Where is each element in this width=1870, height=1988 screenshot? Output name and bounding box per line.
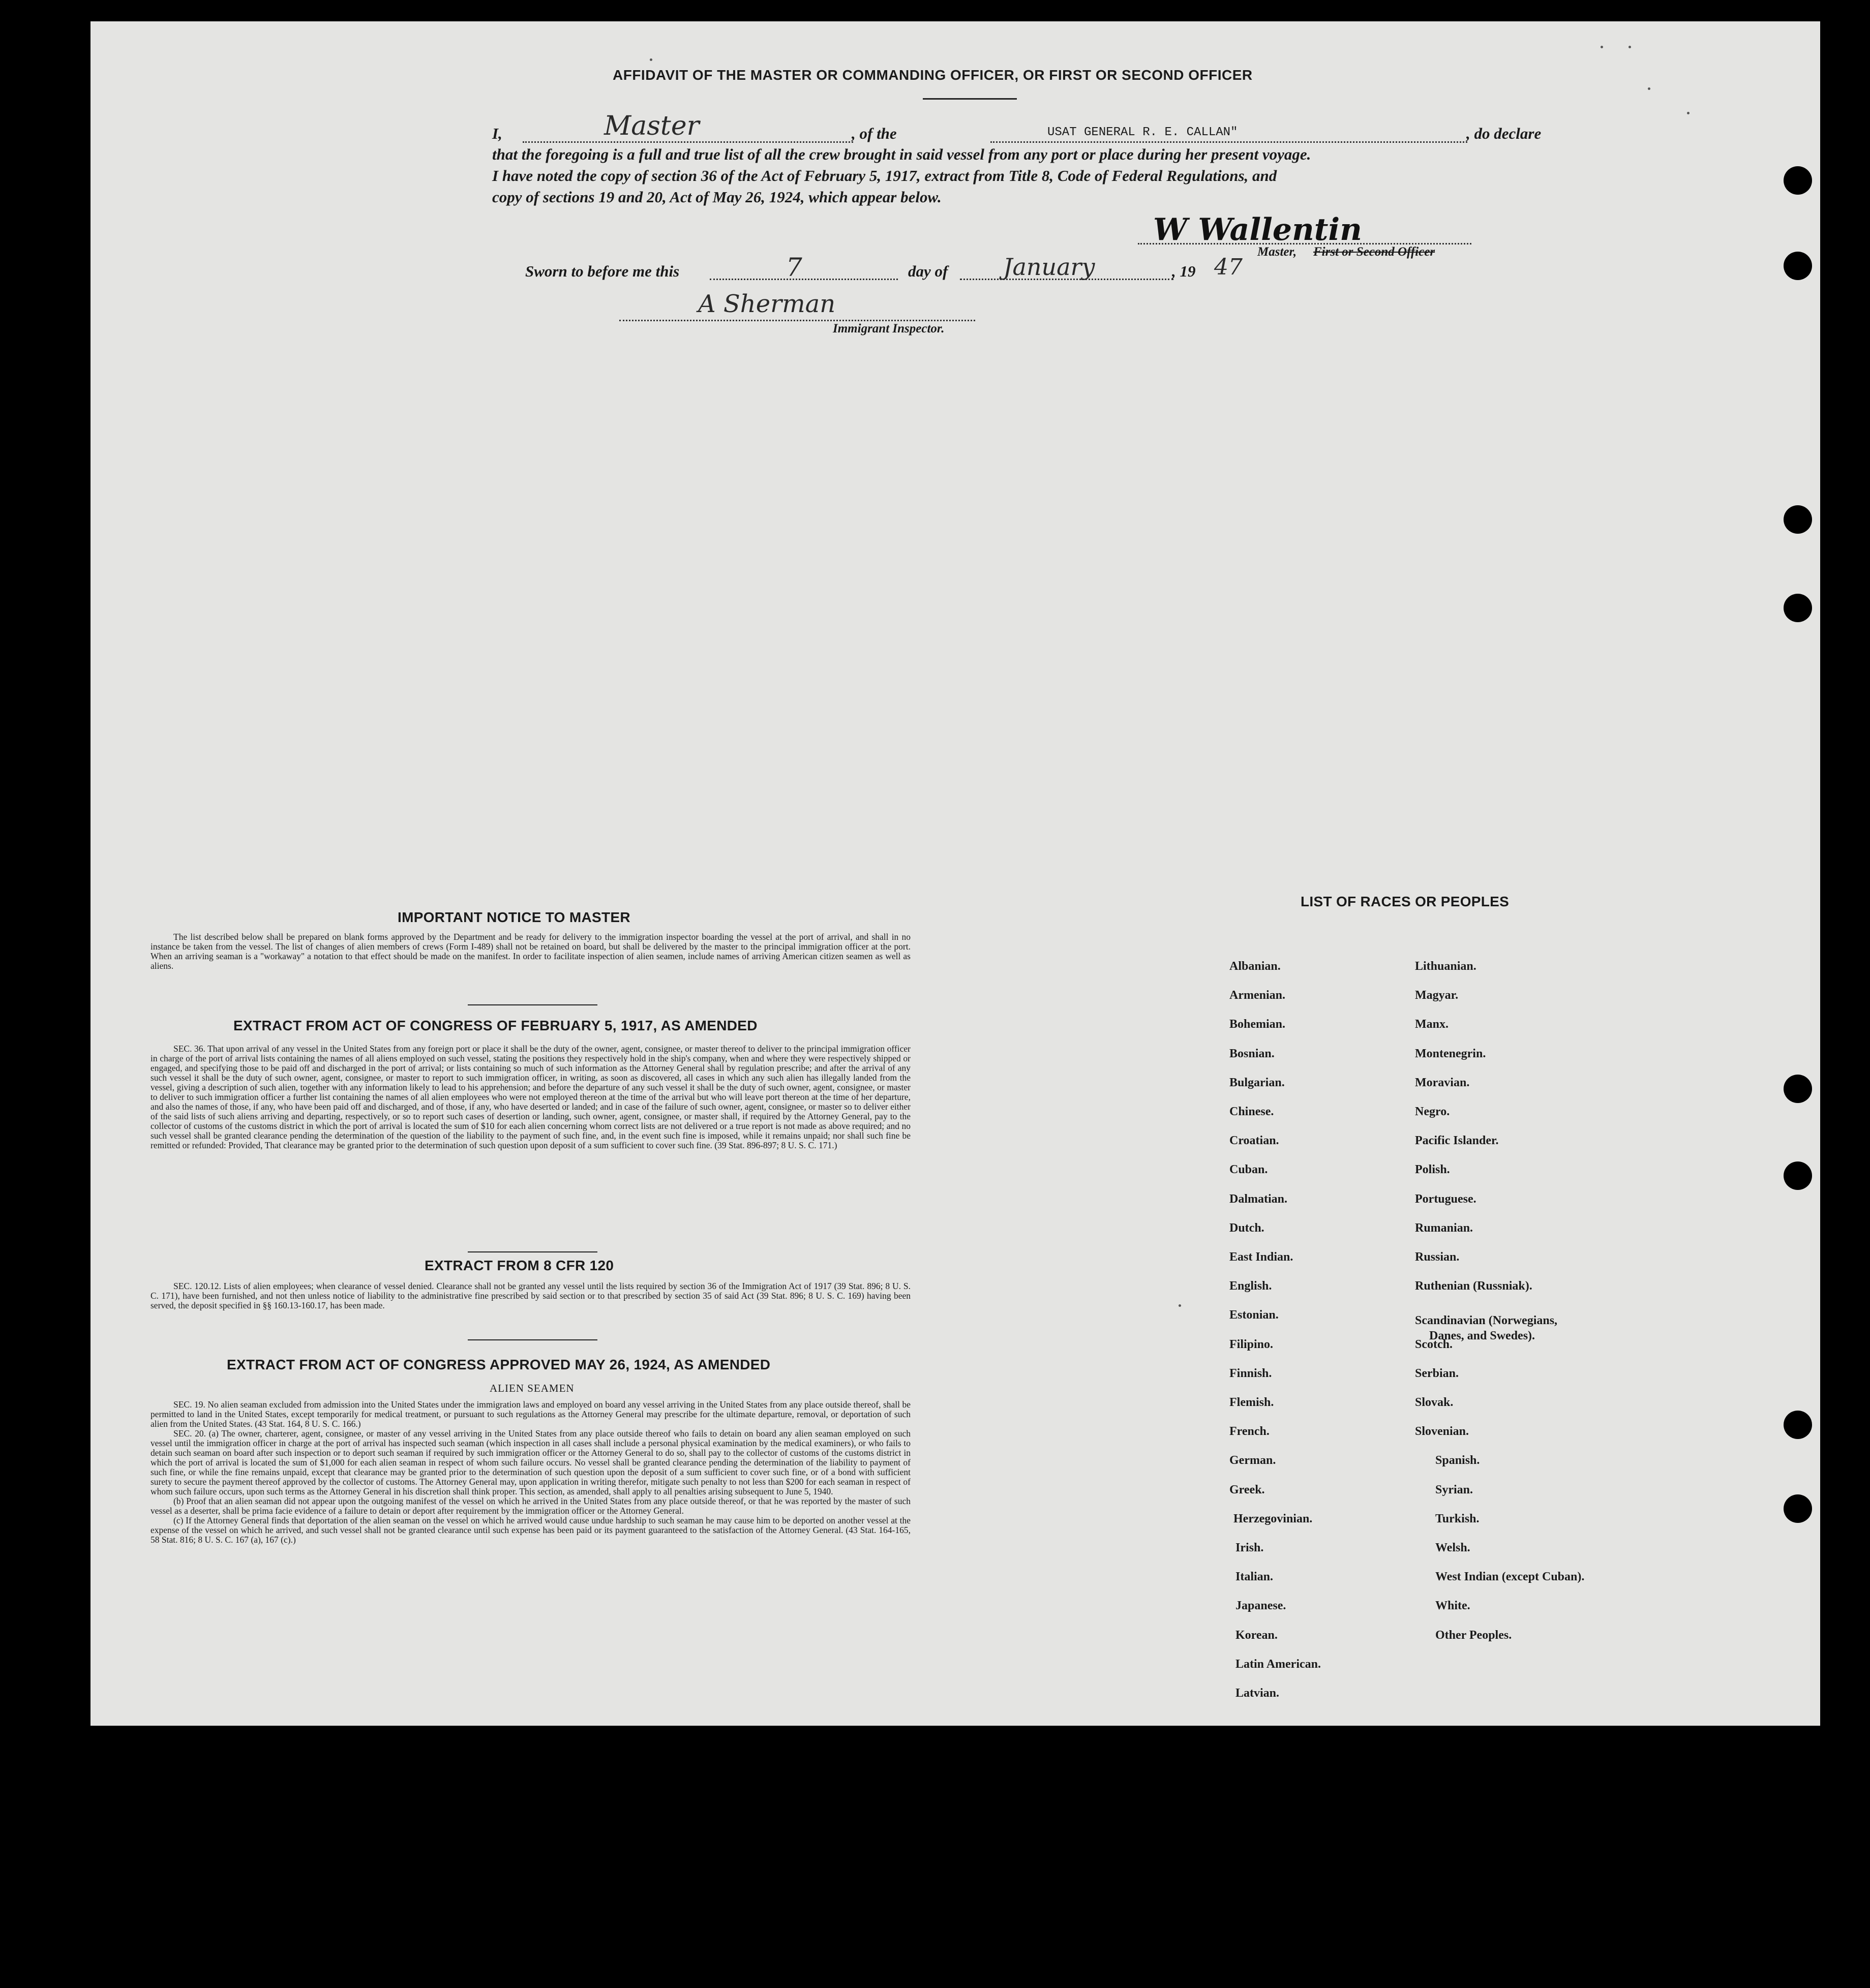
- race-item-right: Pacific Islander.: [1415, 1134, 1499, 1148]
- punch-hole: [1784, 1075, 1812, 1103]
- day-line: [710, 279, 898, 280]
- title-rule: [923, 98, 1017, 100]
- race-item-left: Latvian.: [1235, 1687, 1280, 1700]
- sec-20c-paragraph: (c) If the Attorney General finds that deportation of the alien seaman on the vessel on which he arrived would cause undue hardship to such seaman he may cause him to be deported on another vessel at the expense of the vessel on which he arrived, and such vessel shall not be granted clearance until such expense has been paid or its payment guaranteed to the satisfaction of the Attorney General. (43 Stat. 164-165, 58 Stat. 816; 8 U. S. C. 167 (a), 167 (c).): [150, 1515, 911, 1545]
- affidavit-line-3: I have noted the copy of section 36 of the Act of February 5, 1917, extract from Title 8, Code of Federal Regulations, and: [492, 167, 1277, 185]
- race-item-right: Spanish.: [1435, 1454, 1480, 1467]
- cfr-body: SEC. 120.12. Lists of alien employees; when clearance of vessel denied. Clearance shall not be granted any vessel until the lists required by section 36 of the Immigration Act of 1917 (39 Stat. 896; 8 U. S. C. 171), have been furnished, and not then unless notice of liability to the administrative fine prescribed by said section or to that prescribed by section 35 of said Act (39 Stat. 896; 8 U. S. C. 169) having been served, the deposit specified in §§ 160.13-160.17, has been made.: [150, 1281, 911, 1310]
- punch-hole: [1784, 166, 1812, 195]
- master-label: Master,: [1257, 245, 1297, 259]
- notice-body: The list described below shall be prepared on blank forms approved by the Department and be ready for delivery to the immigration inspector boarding the vessel at the port of arrival, and shall in no instance be taken from the vessel. The list of changes of alien members of crews (Form I-489) shall not be retained on board, but shall be delivered by the master to the principal immigration officer at the port. When an arriving seaman is a "workaway" a notation to that effect should be made on the manifest. In order to facilitate inspection of alien seamen, include names of arriving American citizen seamen as well as aliens.: [150, 932, 911, 971]
- scan-speck: [1601, 46, 1603, 48]
- year-handwritten: 47: [1214, 254, 1243, 280]
- do-declare-label: , do declare: [1466, 125, 1542, 142]
- race-item-right: Russian.: [1415, 1250, 1460, 1264]
- race-item-left: Bulgarian.: [1229, 1076, 1285, 1089]
- race-item-left: Filipino.: [1229, 1337, 1274, 1351]
- race-item-right: Manx.: [1415, 1018, 1449, 1031]
- race-item-right: Other Peoples.: [1435, 1628, 1512, 1642]
- race-item-left: Finnish.: [1229, 1366, 1272, 1380]
- sec-19-paragraph: SEC. 19. No alien seaman excluded from admission into the United States under the immigration laws and employed on board any vessel arriving in the United States from any place outside thereof, shall be permitted to land in the United States, except temporarily for medical treatment, or pursuant to such regulations as the Attorney General may prescribe for the ultimate departure, removal, or deportation of such alien from the United States. (43 Stat. 164, 8 U. S. C. 166.): [150, 1399, 911, 1429]
- race-item-left: Greek.: [1229, 1483, 1265, 1496]
- struck-officer-label: First or Second Officer: [1313, 245, 1435, 259]
- cfr-rule: [468, 1339, 597, 1340]
- race-item-left: Italian.: [1235, 1570, 1274, 1584]
- race-item-left: Croatian.: [1229, 1134, 1279, 1148]
- race-item-left: German.: [1229, 1454, 1276, 1467]
- extract-1924-title: EXTRACT FROM ACT OF CONGRESS APPROVED MAY 26, 1924, AS AMENDED: [227, 1357, 771, 1372]
- scan-speck: [650, 58, 652, 61]
- sec-20a-paragraph: SEC. 20. (a) The owner, charterer, agent, consignee, or master of any vessel arriving in the United States from any place outside thereof who fails to detain on board any alien seaman employed on such vessel until the immigration officer in charge at the port of arrival has inspected such seaman (which inspection in all cases shall include a personal physical examination by the medical examiners), or who fails to detain such seaman on board after such inspection or to deport such seaman if required by such immigration officer or the Attorney General to do so, shall pay to the collector of customs of the customs district in which the port of arrival is located the sum of $1,000 for each alien seaman in respect of whom such failure occurs. No vessel shall be granted clearance pending the determination of the liability to payment of such fine, or while the fine remains unpaid, except that clearance may be granted prior to the determination of such question upon the deposit of a sum sufficient to cover such fine, or of a bond with sufficient surety to secure the payment thereof approved by the collector of customs. The Attorney General may, upon application in writing therefor, mitigate such penalty to not less than $200 for each seaman in respect of whom such failure occurs, upon such terms as the Attorney General in his discretion shall think proper. This section, as amended, shall apply to all penalties arising subsequent to June 5, 1940.: [150, 1428, 911, 1496]
- race-item-right: Welsh.: [1435, 1541, 1470, 1554]
- extract-1917-body: SEC. 36. That upon arrival of any vessel in the United States from any foreign port or place it shall be the duty of the owner, agent, consignee, or master thereof to deliver to the principal immigration officer in charge of the port of arrival lists containing the names of all aliens employed on such vessel, stating the positions they respectively hold in the ship's company, when and where they were respectively shipped or engaged, and specifying those to be paid off and discharged in the port of arrival; or lists containing so much of such information as the Attorney General shall by regulation prescribe; and after the arrival of any such vessel it shall be the duty of such owner, agent, consignee, or master to report to such immigration officer, in writing, as soon as discovered, all cases in which any such alien has illegally landed from the vessel, giving a description of such alien, together with any information likely to lead to his apprehension; and before the departure of any such vessel it shall be the duty of such owner, agent, consignee, or master to deliver to such immigration officer a further list containing the names of all alien employees who were not employed thereon at the time of the arrival but who will leave port thereon at the time of her departure, and also the names of those, if any, who have been paid off and discharged, and of those, if any, who have deserted or landed; and in case of the failure of such owner, agent, consignee, or master so to deliver either of the said lists of such aliens arriving and departing, respectively, or so to report such cases of desertion or landing, such owner, agent, consignee, or master shall, if required by the Attorney General, pay to the collector of customs of the customs district in which the port of arrival is located the sum of $10 for each alien concerning whom correct lists are not delivered or a true report is not made as above required; and no such vessel shall be granted clearance pending the determination of the question of the liability to the payment of such fine, and, in the event such fine is imposed, while it remains unpaid; nor shall such fine be remitted or refunded: Provided, That clearance may be granted prior to the determination of such question upon deposit of a sum sufficient to cover such fine. (39 Stat. 896-897; 8 U. S. C. 171.): [150, 1044, 911, 1150]
- race-item-right: Serbian.: [1415, 1366, 1459, 1380]
- scan-speck: [1687, 112, 1690, 114]
- race-item-left: Irish.: [1235, 1541, 1264, 1554]
- sworn-label: Sworn to before me this: [525, 262, 680, 280]
- punch-hole: [1784, 1494, 1812, 1523]
- race-item-left: East Indian.: [1229, 1250, 1293, 1264]
- race-item-right: Magyar.: [1415, 989, 1459, 1002]
- master-signature: W Wallentin: [1153, 212, 1362, 248]
- race-item-right: Rumanian.: [1415, 1221, 1473, 1235]
- races-title: LIST OF RACES OR PEOPLES: [1301, 894, 1510, 909]
- race-item-right: Portuguese.: [1415, 1192, 1476, 1206]
- punch-hole: [1784, 1161, 1812, 1190]
- race-item-left: Korean.: [1235, 1628, 1278, 1642]
- race-item-right: Turkish.: [1435, 1512, 1480, 1525]
- race-item-left: Estonian.: [1229, 1308, 1279, 1322]
- race-item-right: Scandinavian (Norwegians,: [1415, 1314, 1558, 1328]
- year-prefix: , 19: [1172, 262, 1196, 280]
- race-item-right: West Indian (except Cuban).: [1435, 1570, 1585, 1584]
- race-item-right: Ruthenian (Russniak).: [1415, 1279, 1532, 1293]
- affidavit-line-4: copy of sections 19 and 20, Act of May 26, 1924, which appear below.: [492, 188, 942, 206]
- race-item-left: Bohemian.: [1229, 1018, 1286, 1031]
- punch-hole: [1784, 1411, 1812, 1439]
- race-item-right: Negro.: [1415, 1105, 1450, 1118]
- race-item-right: Moravian.: [1415, 1076, 1470, 1089]
- race-item-right: Polish.: [1415, 1163, 1450, 1177]
- race-item-left: Dutch.: [1229, 1221, 1264, 1235]
- race-item-right: Montenegrin.: [1415, 1047, 1486, 1060]
- notice-rule: [468, 1004, 597, 1005]
- name-line: [523, 141, 853, 143]
- alien-seamen-subtitle: ALIEN SEAMEN: [490, 1382, 575, 1394]
- race-item-right: Lithuanian.: [1415, 960, 1476, 973]
- punch-hole: [1784, 505, 1812, 534]
- race-item-left: Japanese.: [1235, 1599, 1286, 1613]
- punch-hole: [1784, 594, 1812, 622]
- punch-hole: [1784, 252, 1812, 280]
- race-item-left: Herzegovinian.: [1233, 1512, 1313, 1525]
- scan-speck: [1628, 46, 1631, 48]
- race-item-left: Cuban.: [1229, 1163, 1268, 1177]
- day-handwritten: 7: [786, 253, 802, 282]
- affidavit-title: AFFIDAVIT OF THE MASTER OR COMMANDING OFFICER, OR FIRST OR SECOND OFFICER: [613, 67, 1253, 83]
- race-item-right: Danes, and Swedes).: [1429, 1329, 1535, 1343]
- affidavit-line-2: that the foregoing is a full and true list of all the crew brought in said vessel from any port or place during her present voyage.: [492, 145, 1311, 163]
- inspector-signature: A Sherman: [698, 290, 836, 318]
- month-handwritten: January: [1003, 253, 1095, 281]
- extract-1917-rule: [468, 1251, 597, 1252]
- notice-title: IMPORTANT NOTICE TO MASTER: [398, 909, 630, 925]
- inspector-label: Immigrant Inspector.: [833, 322, 945, 335]
- race-item-left: Armenian.: [1229, 989, 1285, 1002]
- race-item-left: French.: [1229, 1425, 1270, 1439]
- cfr-title: EXTRACT FROM 8 CFR 120: [425, 1258, 614, 1273]
- vessel-name-typed: USAT GENERAL R. E. CALLAN": [1047, 126, 1238, 139]
- race-item-left: Latin American.: [1235, 1657, 1321, 1671]
- race-item-left: Bosnian.: [1229, 1047, 1275, 1060]
- master-handwritten: Master: [604, 111, 700, 141]
- sec-20b-paragraph: (b) Proof that an alien seaman did not appear upon the outgoing manifest of the vessel on which he arrived in the United States from any place outside thereof, or that he was reported by the master of such vessel as a deserter, shall be prima facie evidence of a failure to detain or deport after requirement by the immigration officer or the Attorney General.: [150, 1496, 911, 1516]
- inspector-line: [619, 320, 975, 321]
- vessel-line: [990, 141, 1467, 143]
- day-of-label: day of: [908, 262, 948, 280]
- race-item-right: White.: [1435, 1599, 1470, 1613]
- extract-1924-body: [150, 1400, 911, 1545]
- document-page: [91, 21, 1820, 1726]
- scan-speck: [1648, 87, 1650, 90]
- i-label: I,: [492, 125, 502, 142]
- race-item-left: English.: [1229, 1279, 1272, 1293]
- race-item-left: Flemish.: [1229, 1396, 1274, 1409]
- race-item-right: Syrian.: [1435, 1483, 1473, 1496]
- race-item-right: Slovak.: [1415, 1396, 1454, 1409]
- of-the-label: , of the: [852, 125, 897, 142]
- race-item-right: Scotch.: [1415, 1337, 1453, 1351]
- extract-1917-title: EXTRACT FROM ACT OF CONGRESS OF FEBRUARY 5, 1917, AS AMENDED: [233, 1018, 758, 1033]
- race-item-left: Albanian.: [1229, 960, 1281, 973]
- race-item-left: Chinese.: [1229, 1105, 1274, 1118]
- scan-speck: [1179, 1304, 1181, 1307]
- race-item-left: Dalmatian.: [1229, 1192, 1287, 1206]
- race-item-right: Slovenian.: [1415, 1425, 1469, 1439]
- signature-line: [1138, 243, 1471, 244]
